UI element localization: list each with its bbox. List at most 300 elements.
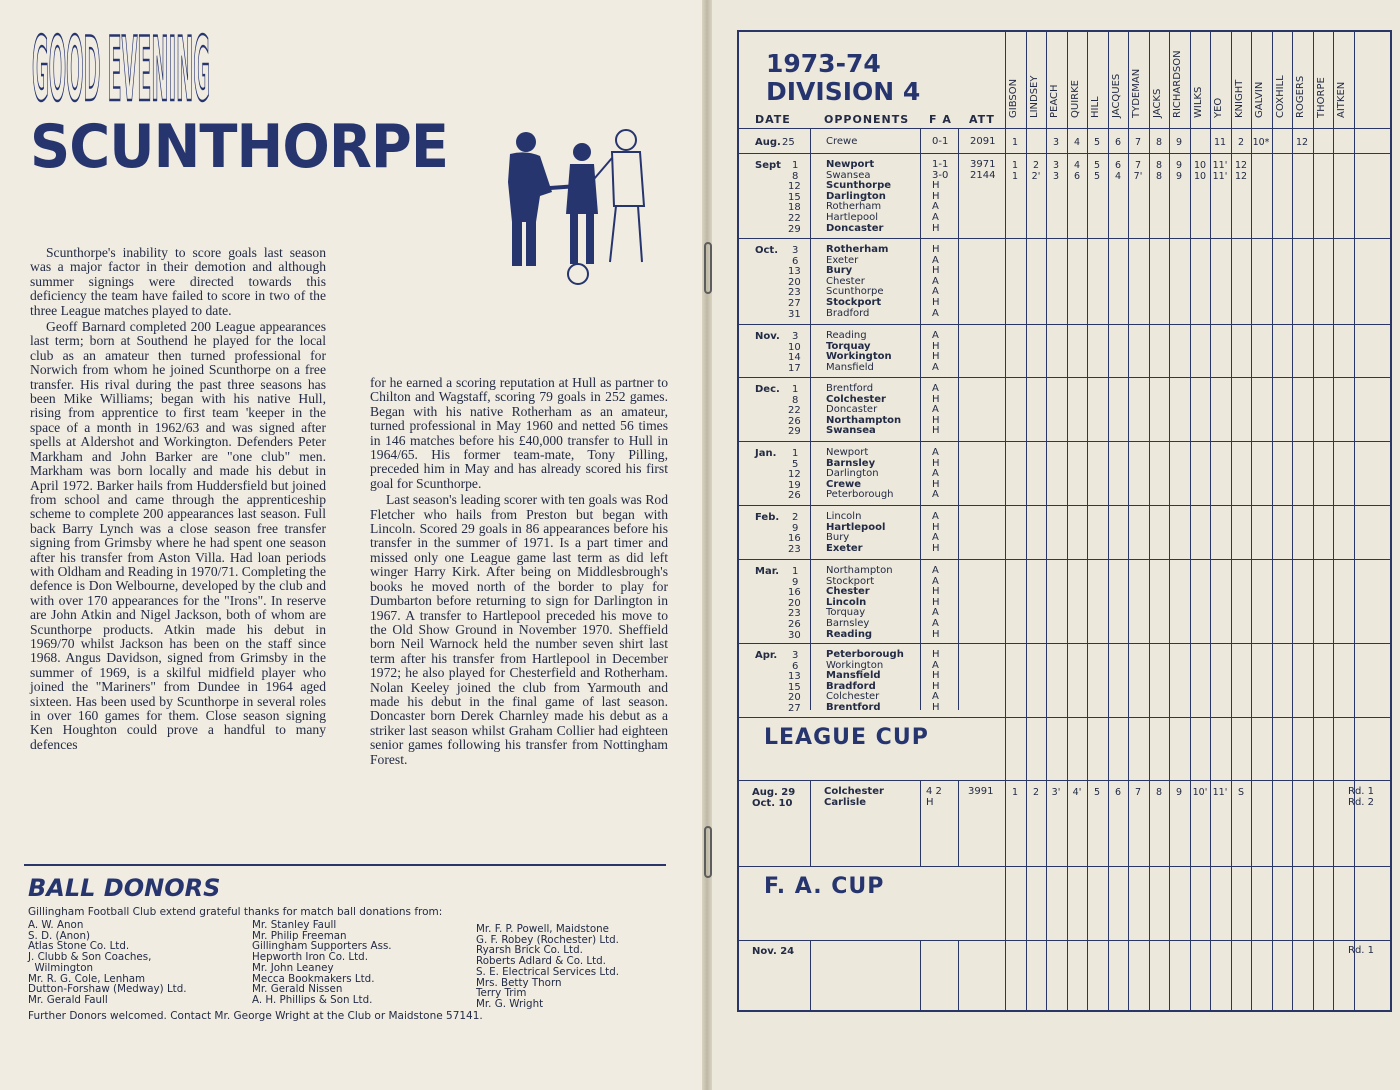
- donor-name: Mr. Stanley Faull: [252, 919, 337, 931]
- result: A: [932, 212, 939, 223]
- match-day: 8: [792, 394, 799, 406]
- shirt-number: 3: [1052, 137, 1060, 148]
- donor-name: Roberts Adlard & Co. Ltd.: [476, 955, 606, 968]
- shirt-number: 7: [1134, 160, 1142, 171]
- result: H: [932, 414, 940, 426]
- result: A: [932, 383, 939, 394]
- opponent: Colchester: [826, 393, 886, 405]
- match-day: 14: [788, 352, 801, 364]
- cup-opponent: Carlisle: [824, 797, 867, 808]
- grid-line: [739, 324, 1390, 325]
- result: H: [932, 521, 940, 533]
- cup-date: Oct. 10: [752, 798, 793, 809]
- header-fa: F A: [929, 113, 952, 126]
- result: H: [932, 425, 940, 437]
- article-paragraph: Scunthorpe's inability to score goals last season was a major factor in their demotion and although summer signings were directed towards this deficiency the team have failed to score in two of the three League matches played to date.: [30, 245, 326, 318]
- match-day: 5: [792, 458, 799, 470]
- donor-name: Dutton-Forshaw (Medway) Ltd.: [28, 983, 187, 996]
- shirt-number: 2: [1237, 137, 1245, 148]
- opponent: Rotherham: [826, 244, 889, 255]
- shirt-number: 5: [1093, 160, 1101, 171]
- grid-line: [739, 940, 1390, 941]
- result: H: [932, 649, 940, 660]
- player-name: YEO: [1213, 97, 1224, 118]
- match-day: 22: [788, 405, 801, 417]
- season-year: 1973-74: [766, 49, 881, 78]
- shirt-number: 12: [1234, 170, 1248, 182]
- result: H: [932, 244, 940, 255]
- page-fold: [702, 0, 712, 1090]
- donor-name: Mr. Gerald Nissen: [252, 983, 343, 996]
- title-good-evening: [30, 18, 555, 114]
- opponent: Crewe: [826, 478, 862, 490]
- player-name: GALVIN: [1254, 81, 1265, 118]
- grid-line: [810, 780, 811, 866]
- result: H: [932, 265, 940, 277]
- season-title: [766, 50, 920, 106]
- shirt-number: 6: [1114, 787, 1122, 798]
- grid-line: [739, 559, 1390, 560]
- grid-line: [1354, 30, 1355, 1012]
- shirt-number: 8: [1155, 137, 1163, 148]
- grid-line: [739, 780, 1390, 781]
- donor-name: Wilmington: [28, 961, 94, 974]
- match-day: 2: [792, 512, 799, 523]
- result: A: [932, 286, 939, 298]
- title-scunthorpe: SCUNTHORPE: [30, 112, 449, 182]
- donor-name: Ryarsh Brick Co. Ltd.: [476, 944, 583, 957]
- result: H: [932, 670, 940, 682]
- opponent: Lincoln: [826, 596, 867, 608]
- shirt-number: 9: [1175, 787, 1183, 798]
- opponent: Exeter: [826, 254, 859, 266]
- match-day: 17: [788, 362, 801, 374]
- opponent: Lincoln: [826, 511, 862, 522]
- shirt-number: 6: [1114, 160, 1122, 171]
- match-day: 12: [788, 469, 801, 481]
- result: H: [932, 478, 940, 490]
- player-name: AITKEN: [1336, 81, 1347, 118]
- result: H: [932, 393, 940, 405]
- result: H: [932, 457, 940, 469]
- grid-line: [1292, 30, 1293, 1012]
- shirt-number: 1: [1011, 170, 1019, 182]
- match-day: 30: [788, 629, 801, 641]
- grid-line: [958, 128, 959, 710]
- opponent: Barnsley: [826, 618, 870, 629]
- shirt-number: 10*: [1252, 137, 1270, 148]
- fa-cup-title: F. A. CUP: [764, 874, 885, 899]
- month-label: Apr.: [755, 650, 778, 661]
- result: A: [932, 254, 939, 266]
- donor-name: Mr. John Leaney: [252, 961, 334, 974]
- player-name: JACQUES: [1111, 73, 1122, 118]
- grid-line: [739, 377, 1390, 378]
- shirt-number: 1: [1011, 160, 1019, 171]
- grid-line: [739, 128, 1390, 129]
- grid-line: [1251, 30, 1252, 1012]
- player-name: PEACH: [1049, 84, 1060, 118]
- player-name: GIBSON: [1008, 78, 1019, 118]
- result: A: [932, 468, 939, 480]
- opponent: Doncaster: [826, 404, 878, 416]
- shirt-number: 9: [1175, 170, 1183, 182]
- donors-list-1: [28, 920, 187, 1006]
- player-name: COXHILL: [1275, 75, 1286, 118]
- handshake-illustration: [492, 122, 670, 300]
- result: A: [932, 511, 939, 522]
- match-day: 23: [788, 543, 801, 555]
- shirt-number: 3: [1052, 170, 1060, 182]
- opponent: Scunthorpe: [826, 180, 892, 192]
- donor-name: S. D. (Anon): [28, 929, 90, 942]
- opponent: Torquay: [826, 607, 866, 619]
- grid-line: [739, 717, 1390, 718]
- opponent: Bury: [826, 265, 853, 277]
- staple-top: [704, 242, 712, 294]
- shirt-number: 10: [1193, 170, 1207, 182]
- opponent: Workington: [826, 351, 892, 363]
- result: 1-1: [932, 159, 949, 170]
- donor-name: G. F. Robey (Rochester) Ltd.: [476, 933, 619, 946]
- result: A: [932, 489, 939, 501]
- opponent: Bradford: [826, 307, 870, 319]
- opponent: Doncaster: [826, 222, 884, 234]
- shirt-number: 7': [1133, 170, 1143, 182]
- donor-name: J. Clubb & Son Coaches,: [28, 951, 152, 964]
- divider: [24, 864, 666, 866]
- match-day: 9: [792, 522, 799, 534]
- opponent: Stockport: [826, 297, 882, 308]
- grid-line: [1313, 30, 1314, 1012]
- opponent: Brentford: [826, 383, 874, 394]
- shirt-number: 9: [1175, 160, 1183, 171]
- donors-list-3: [476, 924, 619, 1010]
- match-day: 10: [788, 341, 801, 353]
- shirt-number: 1: [1011, 787, 1019, 798]
- opponent: Peterborough: [826, 649, 904, 660]
- player-name: LINDSEY: [1029, 75, 1040, 118]
- opponent: Swansea: [826, 425, 876, 437]
- result: A: [932, 201, 939, 213]
- match-day: 20: [788, 692, 801, 704]
- shirt-number: 6: [1114, 137, 1122, 148]
- player-name: THORPE: [1316, 77, 1327, 118]
- shirt-number: 5: [1093, 170, 1101, 182]
- header-att: ATT: [969, 113, 995, 126]
- shirt-number: 11': [1212, 787, 1228, 798]
- match-day: 1: [792, 384, 799, 395]
- grid-line: [920, 940, 921, 1012]
- donor-name: Mrs. Betty Thorn: [476, 976, 562, 989]
- cup-date: Aug. 29: [752, 787, 796, 798]
- shirt-number: 7: [1134, 137, 1142, 148]
- donor-name: S. E. Electrical Services Ltd.: [476, 965, 620, 978]
- shirt-number: 4: [1073, 137, 1081, 148]
- opponent: Bradford: [826, 680, 876, 692]
- header-date: DATE: [755, 113, 791, 126]
- match-day: 23: [788, 287, 801, 299]
- result: A: [932, 618, 939, 629]
- grid-line: [739, 153, 1390, 154]
- result: H: [932, 680, 940, 692]
- match-day: 3: [792, 650, 799, 661]
- match-day: 1: [792, 566, 799, 577]
- shirt-number: 3: [1052, 160, 1060, 171]
- result: A: [932, 447, 939, 458]
- match-day: 13: [788, 671, 801, 683]
- opponent: Northampton: [826, 414, 902, 426]
- month-label: Aug.: [755, 137, 781, 148]
- grid-line: [920, 128, 921, 710]
- opponent: Colchester: [826, 691, 880, 703]
- header-opponents: OPPONENTS: [824, 113, 910, 126]
- opponent: Reading: [826, 330, 867, 341]
- match-day: 26: [788, 619, 801, 630]
- donor-name: Mr. Gerald Faull: [28, 993, 108, 1006]
- opponent: Scunthorpe: [826, 286, 884, 298]
- donor-name: Atlas Stone Co. Ltd.: [28, 940, 130, 953]
- shirt-number: 4: [1114, 170, 1122, 182]
- match-day: 27: [788, 298, 801, 309]
- result: H: [932, 596, 940, 608]
- result: A: [932, 575, 939, 587]
- shirt-number: 8: [1155, 787, 1163, 798]
- month-label: Sept: [755, 160, 781, 171]
- opponent: Crewe: [826, 136, 858, 147]
- opponent: Bury: [826, 532, 850, 544]
- match-day: 26: [788, 490, 801, 502]
- match-day: 1: [792, 160, 799, 171]
- match-day: 6: [792, 660, 799, 672]
- grid-line: [1333, 30, 1334, 1012]
- player-name: JACKS: [1152, 88, 1163, 118]
- match-day: 29: [788, 426, 801, 438]
- cup-attendance: 3991: [968, 786, 994, 797]
- result: H: [932, 628, 940, 640]
- opponent: Stockport: [826, 575, 875, 587]
- donor-name: Terry Trim: [476, 987, 527, 1000]
- result: H: [932, 586, 940, 598]
- month-label: Nov.: [755, 331, 780, 342]
- grid-line: [810, 940, 811, 1012]
- month-label: Mar.: [755, 566, 780, 577]
- grid-line: [739, 505, 1390, 506]
- result: H: [932, 297, 940, 308]
- result: A: [932, 532, 939, 544]
- shirt-number: 5: [1093, 787, 1101, 798]
- match-day: 26: [788, 415, 801, 427]
- attendance: 2091: [970, 136, 996, 147]
- cup-round: Rd. 2: [1348, 797, 1375, 808]
- opponent: Chester: [826, 275, 865, 287]
- shirt-number: 11: [1213, 137, 1227, 148]
- opponent: Darlington: [826, 468, 879, 480]
- staple-bottom: [704, 826, 712, 878]
- cup-round: Rd. 1: [1348, 945, 1375, 956]
- match-day: 18: [788, 202, 801, 214]
- cup-opponent: Colchester: [824, 786, 884, 797]
- opponent: Reading: [826, 628, 873, 640]
- shirt-number: 10': [1192, 787, 1208, 798]
- attendance: 2144: [970, 169, 996, 181]
- cup-result: H: [926, 797, 934, 808]
- result: A: [932, 659, 939, 671]
- shirt-number: 4: [1073, 160, 1081, 171]
- shirt-number: 10: [1193, 160, 1207, 171]
- opponent: Newport: [826, 159, 875, 170]
- result: H: [932, 180, 940, 192]
- player-name: KNIGHT: [1234, 79, 1245, 118]
- opponent: Workington: [826, 659, 884, 671]
- opponent: Torquay: [826, 340, 871, 352]
- match-day: 19: [788, 479, 801, 491]
- match-day: 16: [788, 533, 801, 545]
- result: H: [932, 702, 940, 713]
- result: H: [932, 190, 940, 202]
- result: A: [932, 361, 939, 373]
- player-name: WILKS: [1193, 86, 1204, 118]
- article-column-2: [370, 376, 668, 769]
- opponent: Northampton: [826, 565, 893, 576]
- league-cup-title: LEAGUE CUP: [764, 725, 929, 750]
- month-label: Dec.: [755, 384, 780, 395]
- shirt-number: 12: [1295, 137, 1309, 148]
- opponent: Swansea: [826, 169, 871, 181]
- result: 0-1: [932, 136, 949, 147]
- cup-date: Nov. 24: [752, 946, 795, 957]
- match-day: 8: [792, 170, 799, 182]
- match-day: 27: [788, 703, 801, 714]
- result: A: [932, 307, 939, 319]
- shirt-number: 2: [1032, 160, 1040, 171]
- shirt-number: 8: [1155, 160, 1163, 171]
- match-day: 15: [788, 681, 801, 693]
- match-day: 12: [788, 181, 801, 193]
- shirt-number: 2: [1032, 787, 1040, 798]
- match-day: 22: [788, 213, 801, 224]
- match-day: 13: [788, 266, 801, 278]
- cup-result: 4 2: [926, 786, 942, 797]
- donor-name: Mecca Bookmakers Ltd.: [252, 972, 375, 985]
- match-day: 15: [788, 191, 801, 203]
- donor-name: A. H. Phillips & Son Ltd.: [252, 993, 373, 1006]
- result: H: [932, 351, 940, 363]
- article-paragraph: Geoff Barnard completed 200 League appearances last term; born at Southend he played for the local club as an amateur then turned professional for Norwich from whom he joined Scunthorpe on a free transfer. His rival during the past three seasons has been Mike Williams; began with his native Hull, rising from apprentice to first team 'keeper in the space of a month in 1962/63 and was signed after spells at Aldershot and Workington. Defenders Peter Markham and John Barker are "one club" men. Markham was born locally and made his debut in April 1972. Barker hails from Huddersfield but joined from school and came through the apprenticeship scheme to complete 200 appearances last season. Full back Barry Lynch was a close season free transfer signing from Grimsby where he had spent one season after his transfer from Aston Villa. Had loan periods with Oldham and Reading in 1970/71. Completing the defence is Don Welbourne, developed by the club and with over 170 appearances for the "Irons". In reserve are John Atkin and Nigel Jackson, both of whom are Scunthorpe products. Atkin made his debut in 1969/70 whilst Jackson has been on the staff since 1968. Angus Davidson, signed from Grimsby in the summer of 1969, is a skilful midfield player who joined the "Mariners" from Dundee in 1964 aged sixteen. Has been used by Scunthorpe in several roles in over 160 games for them. Close season signing Ken Houghton could prove a handful to many defences: [30, 319, 327, 752]
- shirt-number: 8: [1155, 170, 1163, 182]
- opponent: Barnsley: [826, 457, 876, 469]
- result: 3-0: [932, 169, 949, 181]
- month-label: Feb.: [755, 512, 780, 523]
- opponent: Mansfield: [826, 361, 874, 373]
- result: A: [932, 607, 939, 619]
- result: H: [932, 222, 940, 234]
- match-day: 3: [792, 245, 799, 256]
- opponent: Peterborough: [826, 489, 894, 501]
- match-day: 23: [788, 608, 801, 620]
- donor-name: Gillingham Supporters Ass.: [252, 940, 392, 953]
- article-paragraph: for he earned a scoring reputation at Hull as partner to Chilton and Wagstaff, scoring 79 goals in 252 games. Began with his native Rotherham as an amateur, turned professional in May 1960 and netted 56 times in 146 matches before his £40,000 transfer to Hull in 1964/65. His former team-mate, Tony Pilling, preceded him in May and has already scored his first goal for Scunthorpe.: [370, 375, 668, 491]
- result: A: [932, 275, 939, 287]
- shirt-number: 3': [1051, 787, 1061, 798]
- opponent: Newport: [826, 447, 869, 458]
- cup-round: Rd. 1: [1348, 786, 1375, 797]
- shirt-number: 12: [1234, 160, 1248, 171]
- grid-line: [739, 866, 1390, 867]
- opponent: Rotherham: [826, 201, 882, 213]
- article-column-1: [30, 246, 326, 754]
- shirt-number: 2': [1031, 170, 1041, 182]
- result: A: [932, 565, 939, 576]
- opponent: Brentford: [826, 702, 881, 713]
- match-day: 31: [788, 308, 801, 320]
- player-name: ROGERS: [1295, 75, 1306, 118]
- result: H: [932, 340, 940, 352]
- shirt-number: 5: [1093, 137, 1101, 148]
- opponent: Hartlepool: [826, 212, 878, 223]
- grid-line: [958, 780, 959, 866]
- shirt-number: 9: [1175, 137, 1183, 148]
- match-day: 29: [788, 223, 801, 235]
- shirt-number: 11': [1212, 170, 1228, 182]
- player-name: QUIRKE: [1070, 80, 1081, 118]
- match-day: 20: [788, 597, 801, 609]
- grid-line: [739, 441, 1390, 442]
- opponent: Chester: [826, 586, 870, 598]
- grid-line: [958, 940, 959, 1012]
- grid-line: [920, 780, 921, 866]
- grid-line: [810, 128, 811, 710]
- match-day: 3: [792, 331, 799, 342]
- player-name: TYDEMAN: [1131, 68, 1142, 118]
- match-day: 16: [788, 587, 801, 599]
- attendance: 3971: [970, 159, 996, 170]
- grid-line: [1272, 30, 1273, 1012]
- player-name: RICHARDSON: [1172, 50, 1183, 118]
- match-day: 9: [792, 576, 799, 588]
- shirt-number: 1: [1011, 137, 1019, 148]
- donor-name: Mr. R. G. Cole, Lenham: [28, 972, 146, 985]
- player-name: HILL: [1090, 96, 1101, 118]
- opponent: Darlington: [826, 190, 886, 202]
- result: A: [932, 691, 939, 703]
- donor-name: Mr. Philip Freeman: [252, 929, 347, 942]
- ball-donors-title: BALL DONORS: [28, 874, 221, 902]
- month-label: Jan.: [755, 448, 777, 459]
- match-day: 25: [782, 137, 795, 148]
- donor-name: A. W. Anon: [28, 919, 84, 931]
- result: A: [932, 330, 939, 341]
- opponent: Mansfield: [826, 670, 881, 682]
- donor-name: Hepworth Iron Co. Ltd.: [252, 951, 368, 964]
- ball-donors-intro: Gillingham Football Club extend grateful thanks for match ball donations from:: [28, 906, 443, 918]
- shirt-number: 4': [1072, 787, 1082, 798]
- result: H: [932, 542, 940, 554]
- match-day: 20: [788, 276, 801, 288]
- division-name: DIVISION 4: [766, 77, 921, 106]
- donor-name: Mr. F. P. Powell, Maidstone: [476, 923, 610, 935]
- shirt-number: 11': [1212, 160, 1228, 171]
- title-good-evening-text: GOOD EVENING: [32, 18, 210, 114]
- shirt-number: S: [1237, 787, 1245, 798]
- shirt-number: 6: [1073, 170, 1081, 182]
- opponent: Hartlepool: [826, 521, 886, 533]
- donor-name: Mr. G. Wright: [476, 997, 544, 1010]
- opponent: Exeter: [826, 542, 863, 554]
- result: A: [932, 404, 939, 416]
- shirt-number: 7: [1134, 787, 1142, 798]
- grid-line: [739, 643, 1390, 644]
